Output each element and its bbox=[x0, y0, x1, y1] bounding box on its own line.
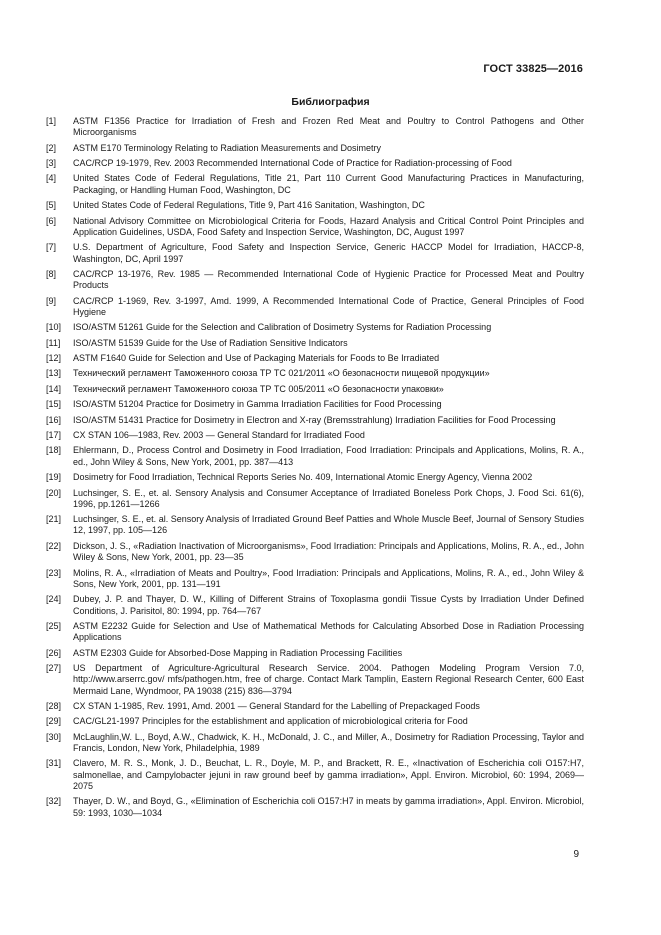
bibliography-entry bbox=[46, 732, 584, 755]
entry-number: [4] bbox=[46, 173, 57, 184]
entry-text: ISO/ASTM 51261 Guide for the Selection and Calibration of Dosimetry Systems for Radiation Processing bbox=[73, 322, 492, 333]
entry-text: Thayer, D. W., and Boyd, G., «Elimination of Escherichia coli O157:H7 in meats by gamma irradiation», Appl. Environ. Microbiol, 59: 1993, 1030—1034 bbox=[73, 796, 584, 818]
entry-text: Ehlermann, D., Process Control and Dosimetry in Food Irradiation, Food Irradiation: Principals and Applications, Molins, R. A., ed., John Wiley & Sons, New York, 2001, pp. 387—413 bbox=[73, 445, 584, 467]
entry-number: [20] bbox=[46, 487, 62, 498]
page-number: 9 bbox=[573, 849, 579, 860]
entry-text: Molins, R. A., «Irradiation of Meats and Poultry», Food Irradiation: Principals and Applications, Molins, R. A., ed., John Wiley & Sons, New York, 2001, pp. 131—191 bbox=[73, 567, 584, 589]
bibliography-entry bbox=[46, 368, 584, 379]
entry-text: McLaughlin,W. L., Boyd, A.W., Chadwick, K. H., McDonald, J. C., and Miller, A., Dosimetry for Radiation Processing, Taylor and Francis, London, New York, Philadelphia, 1989 bbox=[73, 731, 584, 754]
entry-text: ASTM E2303 Guide for Absorbed-Dose Mapping in Radiation Processing Facilities bbox=[73, 647, 403, 658]
entry-number: [8] bbox=[46, 268, 57, 279]
entry-number: [2] bbox=[46, 142, 57, 153]
bibliography-entry bbox=[46, 143, 584, 154]
bibliography-entry bbox=[46, 663, 584, 697]
entry-number: [24] bbox=[46, 594, 62, 605]
bibliography-entry bbox=[46, 242, 584, 265]
bibliography-entry bbox=[46, 296, 584, 319]
entry-number: [31] bbox=[46, 758, 62, 769]
bibliography-entry bbox=[46, 338, 584, 349]
entry-number: [23] bbox=[46, 567, 62, 578]
entry-text: Clavero, M. R. S., Monk, J. D., Beuchat, L. R., Doyle, M. P., and Brackett, R. E., «Inactivation of Escherichia coli O157:H7, salmonellae, and Campylobacter jejuni in raw ground beef by gamma irradiation», Appl. Environ. Microbiol, 60: 1994, 2069—2075 bbox=[73, 758, 584, 792]
bibliography-entry bbox=[46, 269, 584, 292]
bibliography-entry bbox=[46, 415, 584, 426]
document-code: ГОСТ 33825—2016 bbox=[483, 63, 583, 75]
bibliography-list bbox=[46, 116, 584, 823]
entry-number: [5] bbox=[46, 200, 57, 211]
entry-number: [11] bbox=[46, 337, 61, 348]
entry-number: [13] bbox=[46, 368, 62, 379]
entry-number: [26] bbox=[46, 647, 62, 658]
bibliography-entry bbox=[46, 353, 584, 364]
bibliography-entry bbox=[46, 594, 584, 617]
entry-text: ASTM E2232 Guide for Selection and Use of Mathematical Methods for Calculating Absorbed Dose in Radiation Processing Applications bbox=[73, 620, 584, 643]
entry-number: [18] bbox=[46, 445, 62, 456]
entry-text: US Department of Agriculture-Agricultural Research Service. 2004. Pathogen Modeling Program Version 7.0, http://www.arserrc.gov/ mfs/pathogen.htm, free of charge. Contact Mark Tamplin, Eastern Regional Research Center, 600 East Mermaid Lane, Wyndmoor, PA 19038 (215) 836—3794 bbox=[73, 663, 584, 696]
bibliography-entry bbox=[46, 568, 584, 591]
bibliography-entry bbox=[46, 648, 584, 659]
bibliography-entry bbox=[46, 200, 584, 211]
bibliography-entry bbox=[46, 701, 584, 712]
entry-number: [12] bbox=[46, 353, 62, 364]
entry-text: Технический регламент Таможенного союза ТР ТС 005/2011 «О безопасности упаковки» bbox=[73, 383, 444, 394]
entry-text: Dubey, J. P. and Thayer, D. W., Killing of Different Strains of Toxoplasma gondii Tissue Cysts by Irradiation Under Defined Conditions, J. Parisitol, 80: 1994, pp. 764—767 bbox=[73, 594, 584, 616]
entry-text: ISO/ASTM 51431 Practice for Dosimetry in Electron and X-ray (Bremsstrahlung) Irradiation Facilities for Food Processing bbox=[73, 414, 556, 425]
entry-text: CAC/GL21-1997 Principles for the establishment and application of microbiological criteria for Food bbox=[73, 716, 468, 727]
entry-number: [17] bbox=[46, 430, 62, 441]
section-title: Библиография bbox=[291, 96, 370, 108]
bibliography-entry bbox=[46, 514, 584, 537]
entry-text: CAC/RCP 1-1969, Rev. 3-1997, Amd. 1999, A Recommended International Code of Practice, General Principles of Food Hygiene bbox=[73, 295, 584, 317]
entry-text: Dosimetry for Food Irradiation, Technical Reports Series No. 409, International Atomic Energy Agency, Vienna 2002 bbox=[73, 472, 533, 483]
entry-text: CX STAN 106—1983, Rev. 2003 — General Standard for Irradiated Food bbox=[73, 430, 365, 441]
bibliography-entry bbox=[46, 216, 584, 239]
bibliography-entry bbox=[46, 158, 584, 169]
entry-number: [22] bbox=[46, 540, 62, 551]
entry-number: [7] bbox=[46, 242, 57, 253]
bibliography-entry bbox=[46, 445, 584, 468]
entry-number: [9] bbox=[46, 295, 57, 306]
bibliography-entry bbox=[46, 430, 584, 441]
entry-text: ASTM E170 Terminology Relating to Radiation Measurements and Dosimetry bbox=[73, 142, 381, 153]
entry-number: [3] bbox=[46, 158, 57, 169]
bibliography-entry bbox=[46, 472, 584, 483]
entry-number: [32] bbox=[46, 796, 62, 807]
entry-number: [29] bbox=[46, 716, 62, 727]
bibliography-entry bbox=[46, 716, 584, 727]
entry-number: [1] bbox=[46, 116, 57, 126]
bibliography-entry bbox=[46, 541, 584, 564]
entry-text: ASTM F1356 Practice for Irradiation of Fresh and Frozen Red Meat and Poultry to Control Pathogens and Other Microorganisms bbox=[73, 116, 584, 138]
entry-number: [25] bbox=[46, 620, 62, 631]
entry-number: [28] bbox=[46, 701, 62, 711]
entry-number: [21] bbox=[46, 514, 62, 525]
entry-text: United States Code of Federal Regulations, Title 21, Part 110 Current Good Manufacturing Practices in Manufacturing, Packaging, or Handling Human Food, Washington, DC bbox=[73, 173, 584, 195]
entry-text: CAC/RCP 13-1976, Rev. 1985 — Recommended International Code of Hygienic Practice for Processed Meat and Poultry Products bbox=[73, 268, 584, 291]
entry-number: [6] bbox=[46, 215, 57, 226]
entry-text: ASTM F1640 Guide for Selection and Use of Packaging Materials for Foods to Be Irradiated bbox=[73, 353, 440, 364]
entry-number: [14] bbox=[46, 383, 62, 394]
entry-number: [27] bbox=[46, 663, 62, 674]
bibliography-entry bbox=[46, 384, 584, 395]
bibliography-entry bbox=[46, 796, 584, 819]
entry-text: CX STAN 1-1985, Rev. 1991, Amd. 2001 — General Standard for the Labelling of Prepackaged Foods bbox=[73, 701, 480, 711]
bibliography-entry bbox=[46, 399, 584, 410]
bibliography-entry bbox=[46, 621, 584, 644]
entry-text: Luchsinger, S. E., et. al. Sensory Analysis and Consumer Acceptance of Irradiated Boneless Pork Chops, J. Food Sci. 61(6), 1996, pp.1261—1266 bbox=[73, 487, 584, 509]
entry-text: Dickson, J. S., «Radiation Inactivation of Microorganisms», Food Irradiation: Principals and Applications, Molins, R. A., ed., John Wiley & Sons, New York, 2001, pp. 23—35 bbox=[73, 540, 584, 563]
bibliography-entry bbox=[46, 322, 584, 333]
entry-text: CAC/RCP 19-1979, Rev. 2003 Recommended International Code of Practice for Radiation-processing of Food bbox=[73, 158, 512, 169]
entry-number: [16] bbox=[46, 414, 62, 425]
entry-number: [10] bbox=[46, 322, 62, 333]
entry-text: National Advisory Committee on Microbiological Criteria for Foods, Hazard Analysis and Critical Control Point Principles and Application Guidelines, USDA, Food Safety and Inspection Service, Washington, DC, August 1997 bbox=[73, 215, 584, 237]
entry-number: [15] bbox=[46, 399, 62, 410]
entry-number: [30] bbox=[46, 731, 62, 742]
bibliography-entry bbox=[46, 758, 584, 792]
entry-number: [19] bbox=[46, 472, 62, 483]
entry-text: U.S. Department of Agriculture, Food Safety and Inspection Service, Generic HACCP Model for Irradiation, HACCP-8, Washington, DC, April 1997 bbox=[73, 242, 584, 264]
entry-text: United States Code of Federal Regulations, Title 9, Part 416 Sanitation, Washington, DC bbox=[73, 200, 425, 211]
entry-text: Luchsinger, S. E., et. al. Sensory Analysis of Irradiated Ground Beef Patties and Whole Muscle Beef, Journal of Sensory Studies 12, 1997, pp. 105—126 bbox=[73, 514, 584, 536]
entry-text: Технический регламент Таможенного союза ТР ТС 021/2011 «О безопасности пищевой продукции» bbox=[73, 368, 490, 379]
entry-text: ISO/ASTM 51539 Guide for the Use of Radiation Sensitive Indicators bbox=[73, 337, 348, 348]
bibliography-entry bbox=[46, 488, 584, 511]
bibliography-entry bbox=[46, 116, 584, 139]
bibliography-entry bbox=[46, 173, 584, 196]
entry-text: ISO/ASTM 51204 Practice for Dosimetry in Gamma Irradiation Facilities for Food Processing bbox=[73, 399, 442, 410]
